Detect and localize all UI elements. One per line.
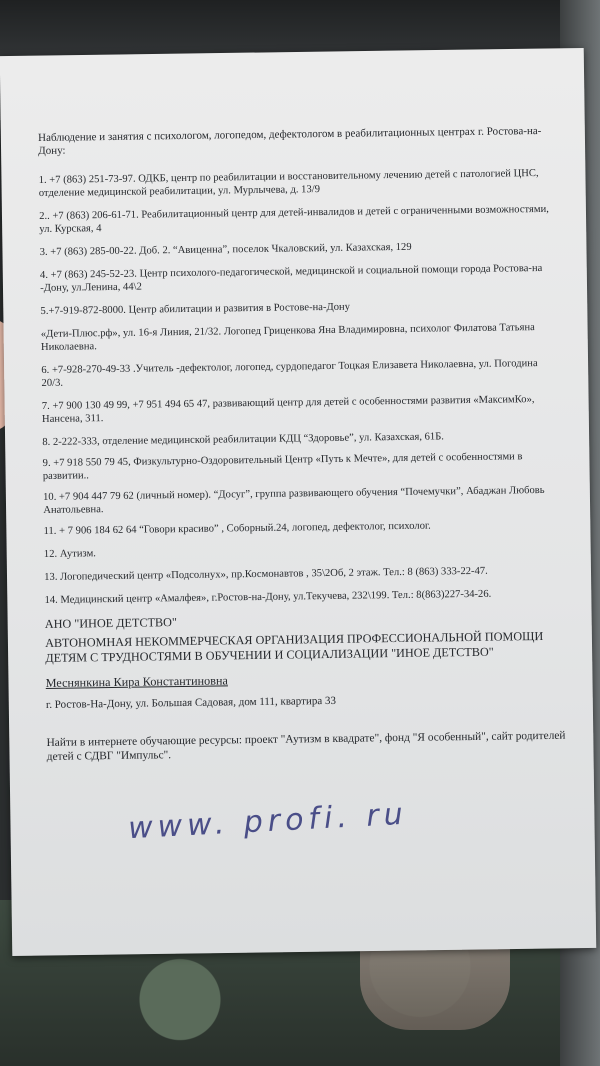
org-short-name: АНО "ИНОЕ ДЕТСТВО" — [44, 615, 177, 631]
list-item-9: 9. +7 918 550 79 45, Физкультурно-Оздоровительный Центр «Путь к Мечте», для детей с особенностями в развитии.. — [42, 451, 523, 482]
list-item-7: 7. +7 900 130 49 99, +7 951 494 65 47, развивающий центр для детей с особенностями развития «МаксимКо», Нансена, 311. — [41, 394, 535, 425]
contact-person: Меснянкина Кира Константиновна — [45, 673, 228, 690]
list-item-5: 5.+7-919-872-8000. Центр абилитации и развития в Ростове-на-Дону — [40, 301, 351, 317]
org-full-name: АВТОНОМНАЯ НЕКОММЕРЧЕСКАЯ ОРГАНИЗАЦИЯ ПРОФЕССИОНАЛЬНОЙ ПОМОЩИ ДЕТЯМ С ТРУДНОСТЯМИ В ОБУЧЕНИИ И СОЦИАЛИЗАЦИИ "ИНОЕ ДЕТСТВО" — [45, 628, 544, 665]
list-item-8: 8. 2-222-333, отделение медицинской реабилитации КДЦ “Здоровье”, ул. Казахская, 61Б. — [42, 431, 444, 448]
list-item-14: 14. Медицинский центр «Амалфея», г.Ростов-на-Дону, ул.Текучева, 232\199. Тел.: 8(863)227-34-26. — [44, 588, 492, 606]
list-item-5-details: «Дети-Плюс.рф», ул. 16-я Линия, 21/32. Логопед Гриценкова Яна Владимировна, психолог Филатова Татьяна Николаевна. — [40, 322, 535, 353]
list-item-1: 1. +7 (863) 251-73-97. ОДКБ, центр по реабилитации и восстановительному лечению детей с патологией ЦНС, отделение медицинской реабилитации, ул. Мурлычева, д. 13/9 — [38, 168, 539, 199]
resources-text: Найти в интернете обучающие ресурсы: проект "Аутизм в квадрате", фонд "Я особенный", сайт родителей детей с СДВГ "Импульс". — [46, 729, 566, 763]
list-item-4: 4. +7 (863) 245-52-23. Центр психолого-педагогической, медицинской и социальной помощи города Ростова-на -Дону, ул.Ленина, 44\2 — [39, 262, 543, 294]
list-item-11: 11. + 7 906 184 62 64 “Говори красиво” , Соборный.24, логопед, дефектолог, психолог. — [43, 520, 431, 537]
org-address: г. Ростов-На-Дону, ул. Большая Садовая, дом 111, квартира 33 — [45, 694, 337, 711]
list-item-10: 10. +7 904 447 79 62 (личный номер). “Досуг”, группа развивающего обучения “Почемучки”, Абаджан Любовь Анатольевна. — [43, 484, 545, 516]
list-item-2: 2.. +7 (863) 206-61-71. Реабилитационный центр для детей-инвалидов и детей с ограниченными возможностями, ул. Курская, 4 — [39, 203, 549, 235]
handwritten-url: www. profi. ru — [127, 796, 409, 847]
document-body — [38, 125, 567, 764]
intro-text: Наблюдение и занятия с психологом, логопедом, дефектологом в реабилитационных центрах г. Ростова-на-Дону: — [38, 124, 542, 157]
list-item-3: 3. +7 (863) 285-00-22. Доб. 2. “Авиценна”, поселок Чкаловский, ул. Казахская, 129 — [39, 241, 412, 258]
list-item-12: 12. Аутизм. — [43, 548, 96, 560]
list-item-6: 6. +7-928-270-49-33 .Учитель -дефектолог, логопед, сурдопедагог Тоцкая Елизавета Николаевна, ул. Погодина 20/3. — [41, 358, 538, 389]
list-item-13: 13. Логопедический центр «Подсолнух», пр.Космонавтов , 35\2Об, 2 этаж. Тел.: 8 (863) 333-22-47. — [44, 565, 488, 583]
